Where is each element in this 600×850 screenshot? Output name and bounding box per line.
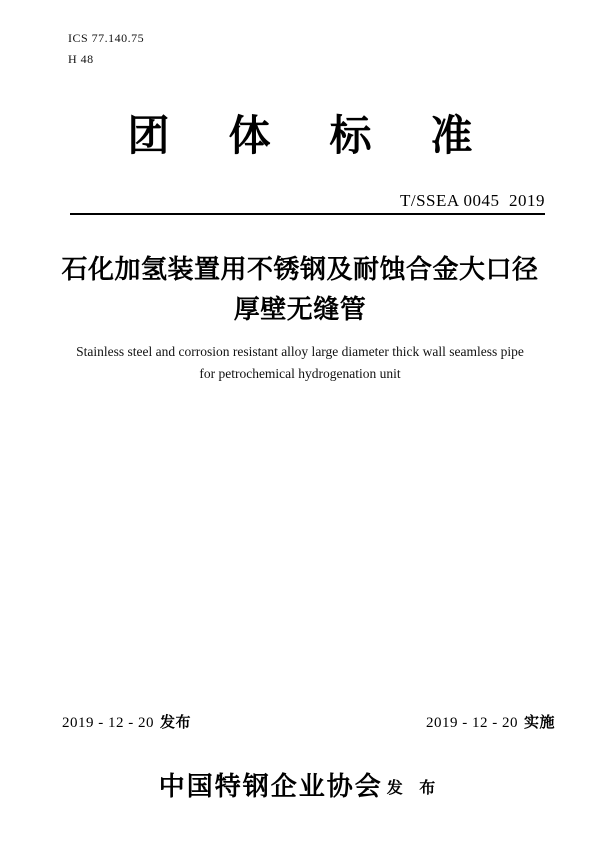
issue-label: 发布 <box>160 714 192 731</box>
main-title-cn <box>0 249 600 329</box>
main-title-cn-line1: 石化加氢装置用不锈钢及耐蚀合金大口径 <box>61 254 539 284</box>
ics-code: ICS 77.140.75 <box>68 31 145 45</box>
subtitle-en-line2: for petrochemical hydrogenation unit <box>199 366 401 381</box>
publisher-name: 中国特钢企业协会 <box>158 772 383 801</box>
issue-date-group <box>62 711 191 732</box>
publisher-row <box>0 766 600 803</box>
subtitle-en-line1: Stainless steel and corrosion resistant alloy large diameter thick wall seamless pipe <box>76 344 524 359</box>
implement-date: 2019 - 12 - 20 <box>425 715 518 731</box>
standard-type-heading: 团体标准 <box>127 114 532 160</box>
subtitle-en <box>0 341 600 385</box>
doc-class-code: H 48 <box>68 52 94 66</box>
issue-date: 2019 - 12 - 20 <box>62 715 154 731</box>
ics-classification-block <box>68 28 144 70</box>
publisher-suffix-label: 发 布 <box>386 780 442 797</box>
header-divider-rule <box>70 213 545 215</box>
implement-date-group <box>426 711 555 732</box>
standard-number: T/SSEA 0045 2019 <box>400 191 545 210</box>
implement-label: 实施 <box>523 714 555 731</box>
main-title-cn-line2: 厚壁无缝管 <box>233 294 367 324</box>
date-row <box>62 711 555 732</box>
